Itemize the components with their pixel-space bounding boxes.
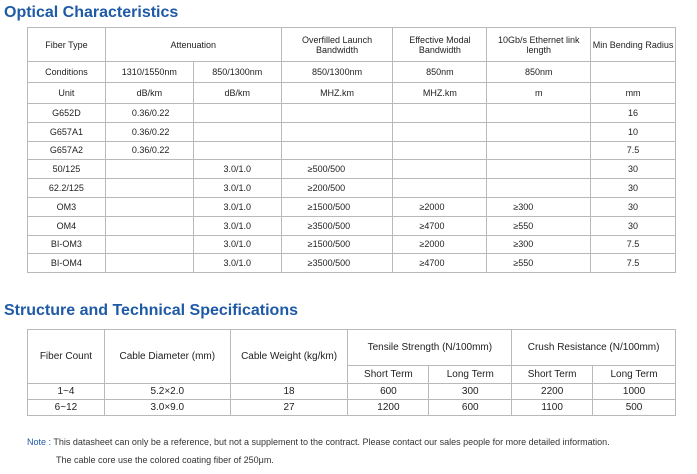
table-cell: 16 xyxy=(591,104,676,123)
table-cell: 1~4 xyxy=(28,384,105,400)
table-cell: 3.0/1.0 xyxy=(193,216,281,235)
header-emb: Effective Modal Bandwidth xyxy=(393,28,487,62)
table-row xyxy=(28,197,676,216)
table-row xyxy=(28,122,676,141)
table-row xyxy=(28,400,676,416)
table-cell: ≥550 xyxy=(487,254,591,273)
table-cell: 7.5 xyxy=(591,254,676,273)
table-cell xyxy=(105,179,193,198)
table-cell: 850nm xyxy=(487,62,591,83)
table-cell: ≥1500/500 xyxy=(281,197,393,216)
table-cell: OM3 xyxy=(28,197,106,216)
table-cell: ≥300 xyxy=(487,235,591,254)
table-cell: 850nm xyxy=(393,62,487,83)
structure-section-title: Structure and Technical Specifications xyxy=(4,302,298,319)
header-attenuation: Attenuation xyxy=(105,28,281,62)
table-cell: ≥4700 xyxy=(393,216,487,235)
table-cell: MHZ.km xyxy=(393,83,487,104)
table-cell xyxy=(393,179,487,198)
table-cell: ≥200/500 xyxy=(281,179,393,198)
table-cell: 2200 xyxy=(512,384,593,400)
header-tensile-long: Long Term xyxy=(429,366,512,384)
table-cell xyxy=(193,141,281,160)
header-crush-long: Long Term xyxy=(593,366,676,384)
table-cell xyxy=(281,104,393,123)
table-cell: ≥1500/500 xyxy=(281,235,393,254)
table-cell: 1000 xyxy=(593,384,676,400)
table-cell: 30 xyxy=(591,179,676,198)
header-fiber-count: Fiber Count xyxy=(28,330,105,384)
table-cell: ≥550 xyxy=(487,216,591,235)
table-cell: 3.0×9.0 xyxy=(104,400,230,416)
table-cell: 500 xyxy=(593,400,676,416)
header-link-length: 10Gb/s Ethernet link length xyxy=(487,28,591,62)
table-cell: BI-OM3 xyxy=(28,235,106,254)
table-cell xyxy=(487,122,591,141)
table-cell: 5.2×2.0 xyxy=(104,384,230,400)
table-cell: 50/125 xyxy=(28,160,106,179)
note-line-2: The cable core use the colored coating fiber of 250μm. xyxy=(56,455,274,465)
table-cell: 7.5 xyxy=(591,141,676,160)
table-cell: 27 xyxy=(230,400,348,416)
table-cell xyxy=(105,197,193,216)
optical-characteristics-table xyxy=(27,27,676,273)
conditions-row xyxy=(28,62,676,83)
table-cell: 3.0/1.0 xyxy=(193,160,281,179)
table-cell: 7.5 xyxy=(591,235,676,254)
table-cell: mm xyxy=(591,83,676,104)
table-cell xyxy=(105,235,193,254)
header-cable-weight: Cable Weight (kg/km) xyxy=(230,330,348,384)
table-cell: ≥300 xyxy=(487,197,591,216)
note-text: This datasheet can only be a reference, but not a supplement to the contract. Please contact our sales people for more detailed information. xyxy=(53,437,610,447)
header-ofl-bandwidth: Overfilled Launch Bandwidth xyxy=(281,28,393,62)
table-cell: ≥3500/500 xyxy=(281,254,393,273)
table-cell: 1200 xyxy=(348,400,429,416)
header-bending-radius: Min Bending Radius xyxy=(591,28,676,62)
table-row xyxy=(28,216,676,235)
header-crush-short: Short Term xyxy=(512,366,593,384)
table-row xyxy=(28,179,676,198)
table-cell xyxy=(393,160,487,179)
table-cell: 30 xyxy=(591,216,676,235)
structure-header-row xyxy=(28,330,676,366)
table-row xyxy=(28,254,676,273)
table-cell: BI-OM4 xyxy=(28,254,106,273)
structure-specs-table xyxy=(27,329,676,416)
table-cell xyxy=(281,141,393,160)
table-cell: G657A2 xyxy=(28,141,106,160)
table-cell: ≥500/500 xyxy=(281,160,393,179)
table-cell: Conditions xyxy=(28,62,106,83)
table-cell xyxy=(487,179,591,198)
table-cell xyxy=(105,254,193,273)
table-cell: 600 xyxy=(429,400,512,416)
table-row xyxy=(28,235,676,254)
header-tensile-strength: Tensile Strength (N/100mm) xyxy=(348,330,512,366)
table-cell: OM4 xyxy=(28,216,106,235)
table-cell: ≥2000 xyxy=(393,197,487,216)
table-cell: 850/1300nm xyxy=(281,62,393,83)
header-fiber-type: Fiber Type xyxy=(28,28,106,62)
table-cell: 6~12 xyxy=(28,400,105,416)
table-cell: ≥2000 xyxy=(393,235,487,254)
table-cell xyxy=(393,122,487,141)
optical-section-title: Optical Characteristics xyxy=(4,4,179,21)
table-cell xyxy=(105,216,193,235)
table-cell: 3.0/1.0 xyxy=(193,235,281,254)
table-cell: dB/km xyxy=(193,83,281,104)
table-cell xyxy=(487,141,591,160)
table-cell: ≥4700 xyxy=(393,254,487,273)
table-cell xyxy=(393,141,487,160)
table-cell: 1100 xyxy=(512,400,593,416)
table-cell: G657A1 xyxy=(28,122,106,141)
table-cell xyxy=(487,104,591,123)
table-cell xyxy=(281,122,393,141)
table-cell: 62.2/125 xyxy=(28,179,106,198)
table-cell xyxy=(393,104,487,123)
header-cable-diameter: Cable Diameter (mm) xyxy=(104,330,230,384)
table-cell xyxy=(487,160,591,179)
table-cell: 30 xyxy=(591,160,676,179)
table-cell: G652D xyxy=(28,104,106,123)
table-cell: ≥3500/500 xyxy=(281,216,393,235)
table-cell: 3.0/1.0 xyxy=(193,254,281,273)
table-row xyxy=(28,384,676,400)
note-label: Note : xyxy=(27,437,52,447)
optical-header-row xyxy=(28,28,676,62)
note-line-1 xyxy=(27,437,610,447)
table-cell: 1310/1550nm xyxy=(105,62,193,83)
table-cell: 3.0/1.0 xyxy=(193,197,281,216)
table-cell xyxy=(193,104,281,123)
table-row xyxy=(28,141,676,160)
table-cell: 0.36/0.22 xyxy=(105,141,193,160)
table-cell: 850/1300nm xyxy=(193,62,281,83)
table-cell: 0.36/0.22 xyxy=(105,104,193,123)
table-cell: dB/km xyxy=(105,83,193,104)
table-cell: 30 xyxy=(591,197,676,216)
table-cell: MHZ.km xyxy=(281,83,393,104)
units-row xyxy=(28,83,676,104)
table-cell xyxy=(591,62,676,83)
table-cell: 3.0/1.0 xyxy=(193,179,281,198)
table-cell: 10 xyxy=(591,122,676,141)
table-row xyxy=(28,160,676,179)
table-cell xyxy=(105,160,193,179)
table-row xyxy=(28,104,676,123)
table-cell: 300 xyxy=(429,384,512,400)
header-crush-resistance: Crush Resistance (N/100mm) xyxy=(512,330,676,366)
table-cell: 0.36/0.22 xyxy=(105,122,193,141)
table-cell: 600 xyxy=(348,384,429,400)
table-cell: Unit xyxy=(28,83,106,104)
header-tensile-short: Short Term xyxy=(348,366,429,384)
table-cell: m xyxy=(487,83,591,104)
table-cell: 18 xyxy=(230,384,348,400)
table-cell xyxy=(193,122,281,141)
